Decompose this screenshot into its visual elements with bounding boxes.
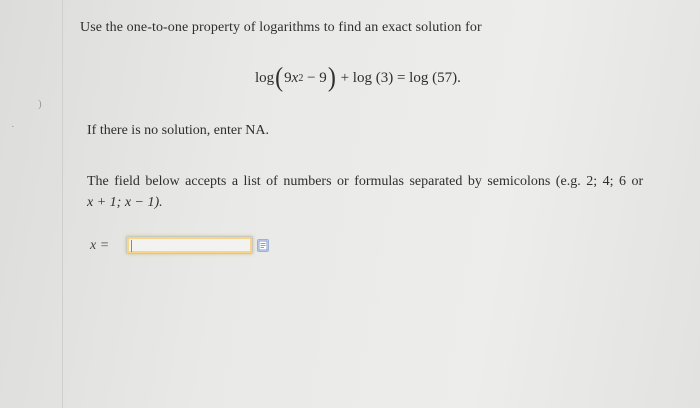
log-function: log <box>352 69 372 86</box>
equation-constant: − 9 <box>303 69 327 86</box>
equation-equals: = <box>393 69 410 86</box>
log-equation <box>255 63 461 93</box>
log-argument: (3) <box>375 69 394 86</box>
input-instructions <box>87 171 644 213</box>
formula-preview-button[interactable] <box>257 239 269 252</box>
text-cursor <box>131 240 132 252</box>
equation-variable: x <box>291 69 299 86</box>
close-paren: ) <box>327 63 336 93</box>
equation-coefficient: 9 <box>284 69 292 86</box>
panel-divider <box>62 0 63 408</box>
instructions-line: x + 1; x − 1). <box>87 195 163 210</box>
formula-preview-icon <box>258 240 268 251</box>
instructions-line: The field below accepts a list of numbers or formulas separated by semicolons (e.g. 2; 4; 6 or <box>87 174 644 189</box>
open-paren: ( <box>275 63 284 93</box>
log-function: log <box>255 69 275 86</box>
equation-exponent: 2 <box>298 72 304 84</box>
answer-input[interactable] <box>126 236 253 254</box>
answer-label: x = <box>90 238 110 253</box>
log-argument: (57). <box>432 69 461 86</box>
equation-plus: + <box>336 69 353 86</box>
log-function: log <box>409 69 429 86</box>
stray-mark: · <box>11 121 15 133</box>
stray-mark: ) <box>38 98 42 110</box>
no-solution-note: If there is no solution, enter NA. <box>87 123 269 138</box>
question-prompt: Use the one-to-one property of logarithms to find an exact solution for <box>80 20 482 35</box>
